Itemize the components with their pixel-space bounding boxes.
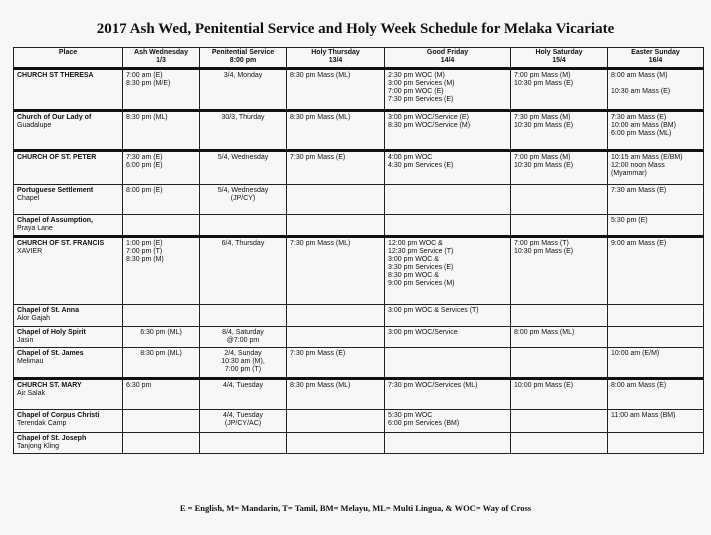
thu-cell (287, 305, 385, 327)
table-row (14, 410, 704, 433)
sat-cell: 7:30 pm Mass (M) 10:30 pm Mass (E) (511, 111, 608, 151)
thu-cell: 7:30 pm Mass (E) (287, 348, 385, 379)
header-row (14, 48, 704, 69)
fri-cell: 5:30 pm WOC 6:00 pm Services (BM) (385, 410, 511, 433)
sat-cell (511, 433, 608, 454)
sun-cell: 7:30 am Mass (E) (608, 185, 704, 215)
table-row (14, 305, 704, 327)
sat-cell: 10:00 pm Mass (E) (511, 379, 608, 410)
sat-cell (511, 348, 608, 379)
page-title: 2017 Ash Wed, Penitential Service and Holy Week Schedule for Melaka Vicariate (96, 21, 615, 37)
place-cell: Chapel of St. James Melimau (14, 348, 123, 379)
table-row (14, 348, 704, 379)
ash-cell: 8:00 pm (E) (123, 185, 200, 215)
sun-cell: 11:00 am Mass (BM) (608, 410, 704, 433)
thu-cell: 7:30 pm Mass (E) (287, 151, 385, 185)
fri-cell: 3:00 pm WOC/Service (E) 8:30 pm WOC/Service (M) (385, 111, 511, 151)
sun-cell: 10:00 am (E/M) (608, 348, 704, 379)
pen-cell (200, 305, 287, 327)
col-holy-thursday: Holy Thursday 13/4 (287, 48, 385, 69)
place-cell: Chapel of Holy Spirit Jasin (14, 327, 123, 348)
pen-cell (200, 433, 287, 454)
place-cell: CHURCH OF ST. PETER (14, 151, 123, 185)
thu-cell (287, 433, 385, 454)
pen-cell: 4/4, Tuesday (200, 379, 287, 410)
sun-cell (608, 327, 704, 348)
place-cell: CHURCH OF ST. FRANCIS XAVIER (14, 237, 123, 305)
sat-cell (511, 410, 608, 433)
ash-cell (123, 410, 200, 433)
fri-cell: 7:30 pm WOC/Services (ML) (385, 379, 511, 410)
sat-cell (511, 305, 608, 327)
col-penitential-service: Penitential Service 8:00 pm (200, 48, 287, 69)
place-cell: Chapel of St. Anna Alor Gajah (14, 305, 123, 327)
fri-cell (385, 185, 511, 215)
sat-cell: 8:00 pm Mass (ML) (511, 327, 608, 348)
col-easter-sunday: Easter Sunday 16/4 (608, 48, 704, 69)
thu-cell (287, 215, 385, 237)
sun-cell: 8:00 am Mass (M) 10:30 am Mass (E) (608, 69, 704, 111)
col-good-friday: Good Friday 14/4 (385, 48, 511, 69)
sat-cell: 7:00 pm Mass (T) 10:30 pm Mass (E) (511, 237, 608, 305)
fri-cell: 4:00 pm WOC 4:30 pm Services (E) (385, 151, 511, 185)
ash-cell: 7:30 am (E) 6:00 pm (E) (123, 151, 200, 185)
col-holy-saturday: Holy Saturday 15/4 (511, 48, 608, 69)
table-row (14, 185, 704, 215)
ash-cell: 6:30 pm (ML) (123, 327, 200, 348)
thu-cell (287, 410, 385, 433)
pen-cell: 5/4, Wednesday (200, 151, 287, 185)
table-row (14, 111, 704, 151)
place-cell: CHURCH ST. MARY Air Salak (14, 379, 123, 410)
table-row (14, 327, 704, 348)
ash-cell: 6:30 pm (123, 379, 200, 410)
fri-cell (385, 433, 511, 454)
pen-cell: 6/4, Thursday (200, 237, 287, 305)
fri-cell: 3:00 pm WOC/Service (385, 327, 511, 348)
thu-cell: 7:30 pm Mass (ML) (287, 237, 385, 305)
ash-cell (123, 215, 200, 237)
place-cell: Chapel of St. Joseph Tanjong Kling (14, 433, 123, 454)
sun-cell: 8:00 am Mass (E) (608, 379, 704, 410)
pen-cell: 30/3, Thurday (200, 111, 287, 151)
ash-cell (123, 305, 200, 327)
table-row (14, 433, 704, 454)
fri-cell (385, 215, 511, 237)
sun-cell (608, 433, 704, 454)
place-cell: Portuguese Settlement Chapel (14, 185, 123, 215)
sun-cell: 9:00 am Mass (E) (608, 237, 704, 305)
sun-cell: 10:15 am Mass (E/BM) 12:00 noon Mass (Myammar) (608, 151, 704, 185)
fri-cell: 3:00 pm WOC & Services (T) (385, 305, 511, 327)
table-row (14, 379, 704, 410)
fri-cell: 12:00 pm WOC & 12:30 pm Service (T) 3:00 pm WOC & 3:30 pm Services (E) 8:30 pm WOC & 9:00 pm Services (M) (385, 237, 511, 305)
sun-cell: 7:30 am Mass (E) 10:00 am Mass (BM) 6:00 pm Mass (ML) (608, 111, 704, 151)
fri-cell (385, 348, 511, 379)
pen-cell (200, 215, 287, 237)
table-row (14, 69, 704, 111)
col-place: Place (14, 48, 123, 69)
pen-cell: 3/4, Monday (200, 69, 287, 111)
schedule-table (13, 47, 704, 454)
table-row (14, 237, 704, 305)
fri-cell: 2:30 pm WOC (M) 3:00 pm Services (M) 7:00 pm WOC (E) 7:30 pm Services (E) (385, 69, 511, 111)
ash-cell: 7:00 am (E) 8:30 pm (M/E) (123, 69, 200, 111)
thu-cell: 8:30 pm Mass (ML) (287, 379, 385, 410)
thu-cell: 8:30 pm Mass (ML) (287, 111, 385, 151)
ash-cell (123, 433, 200, 454)
legend-footer: E = English, M= Mandarin, T= Tamil, BM= Melayu, ML= Multi Lingua, & WOC= Way of Cross (179, 503, 532, 513)
place-cell: Chapel of Assumption, Praya Lane (14, 215, 123, 237)
thu-cell (287, 185, 385, 215)
table-row (14, 215, 704, 237)
col-ash-wednesday: Ash Wednesday 1/3 (123, 48, 200, 69)
thu-cell: 8:30 pm Mass (ML) (287, 69, 385, 111)
pen-cell: 8/4, Saturday @7:00 pm (200, 327, 287, 348)
sat-cell (511, 215, 608, 237)
sat-cell: 7:00 pm Mass (M) 10:30 pm Mass (E) (511, 69, 608, 111)
pen-cell: 2/4, Sunday 10:30 am (M), 7:00 pm (T) (200, 348, 287, 379)
ash-cell: 8:30 pm (ML) (123, 348, 200, 379)
ash-cell: 8:30 pm (ML) (123, 111, 200, 151)
pen-cell: 5/4, Wednesday (JP/CY) (200, 185, 287, 215)
thu-cell (287, 327, 385, 348)
place-cell: Church of Our Lady of Guadalupe (14, 111, 123, 151)
ash-cell: 1:00 pm (E) 7:00 pm (T) 8:30 pm (M) (123, 237, 200, 305)
sat-cell (511, 185, 608, 215)
table-row (14, 151, 704, 185)
sat-cell: 7:00 pm Mass (M) 10:30 pm Mass (E) (511, 151, 608, 185)
place-cell: CHURCH ST THERESA (14, 69, 123, 111)
sun-cell: 5:30 pm (E) (608, 215, 704, 237)
sun-cell (608, 305, 704, 327)
place-cell: Chapel of Corpus Christi Terendak Camp (14, 410, 123, 433)
pen-cell: 4/4, Tuesday (JP/CY/AC) (200, 410, 287, 433)
